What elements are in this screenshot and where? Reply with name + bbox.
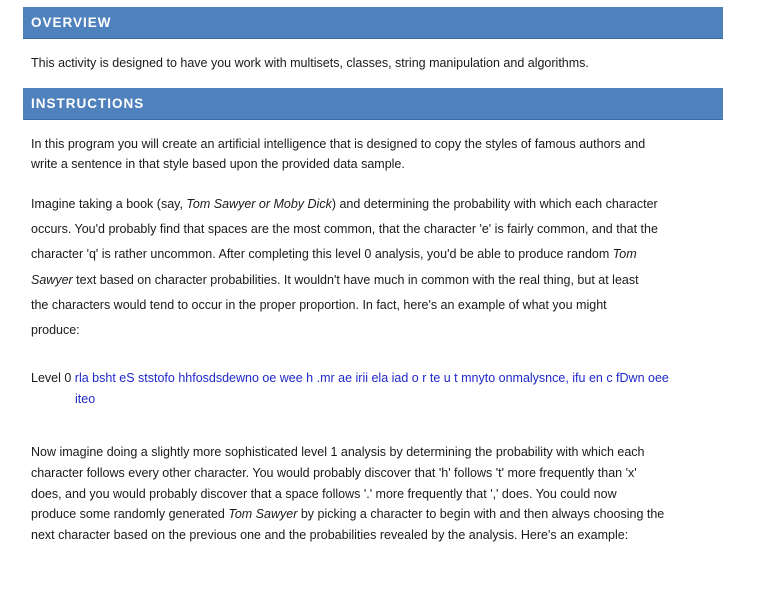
intro-line-1: In this program you will create an artificial intelligence that is designed to copy the styles of famous authors and [31, 137, 646, 151]
level0-label: Level 0 [31, 371, 72, 385]
level0-sample-text: rla bsht eS ststofo hhfosdsdewno oe wee h .mr ae irii ela iad o r te u t mnyto onmalysnce, ifu en c fDwn oee [74, 371, 669, 385]
p2-line-6: produce: [31, 323, 80, 338]
p2-line-4 [31, 268, 721, 293]
p2-sawyer-italic: Sawyer [31, 272, 73, 287]
p2-line-2: occurs. You'd probably find that spaces are the most common, that the character 'e' is fairly common, and that the [31, 222, 658, 237]
overview-heading-bar [23, 7, 723, 38]
p3-line-4 [31, 504, 721, 525]
p2-line-5: the characters would tend to occur in the proper proportion. In fact, here's an example of what you might [31, 297, 607, 312]
p3-tom-sawyer-italic: Tom Sawyer [228, 507, 298, 522]
overview-heading: OVERVIEW [31, 15, 112, 30]
p2-line-4-text: text based on character probabilities. It wouldn't have much in common with the real thing, but at least [72, 272, 639, 287]
level1-explanation-paragraph [31, 442, 721, 546]
intro-line-2: write a sentence in that style based upon the provided data sample. [31, 157, 405, 171]
p2-book-titles: Tom Sawyer or Moby Dick [186, 197, 332, 211]
p3-line-1: Now imagine doing a slightly more sophisticated level 1 analysis by determining the probability with which each [31, 445, 645, 459]
p3-line-4-text: produce some randomly generated [31, 507, 229, 522]
p3-line-4-rest: by picking a character to begin with and then always choosing the [297, 507, 665, 522]
instructions-heading-bar [23, 88, 723, 119]
p2-line-3-text: character 'q' is rather uncommon. After completing this level 0 analysis, you'd be able to produce random [31, 247, 613, 262]
level0-example-line-1 [31, 368, 721, 389]
p2-line-1-text: Imagine taking a book (say, [31, 197, 187, 211]
instructions-heading-rule [23, 119, 723, 120]
p2-line-3 [31, 242, 721, 267]
p3-line-5: next character based on the previous one and the probabilities revealed by the analysis. Here's an example: [31, 528, 629, 543]
instructions-heading: INSTRUCTIONS [31, 96, 145, 111]
level0-sample-text-cont: iteo [75, 391, 96, 406]
p2-line-1 [31, 192, 721, 217]
instructions-intro-paragraph [31, 134, 721, 174]
p3-line-3: does, and you would probably discover that a space follows '.' more frequently that ',' does. You could now [31, 486, 617, 501]
overview-heading-rule [23, 38, 723, 39]
overview-body: This activity is designed to have you work with multisets, classes, string manipulation and algorithms. [31, 56, 589, 70]
p2-tom-italic: Tom [612, 247, 637, 262]
level0-example [31, 368, 721, 409]
level0-explanation-paragraph [31, 192, 721, 343]
p2-line-1-rest: ) and determining the probability with which each character [331, 197, 658, 211]
p3-line-2: character follows every other character. You would probably discover that 'h' follows 't' more frequently than 'x' [31, 465, 637, 480]
